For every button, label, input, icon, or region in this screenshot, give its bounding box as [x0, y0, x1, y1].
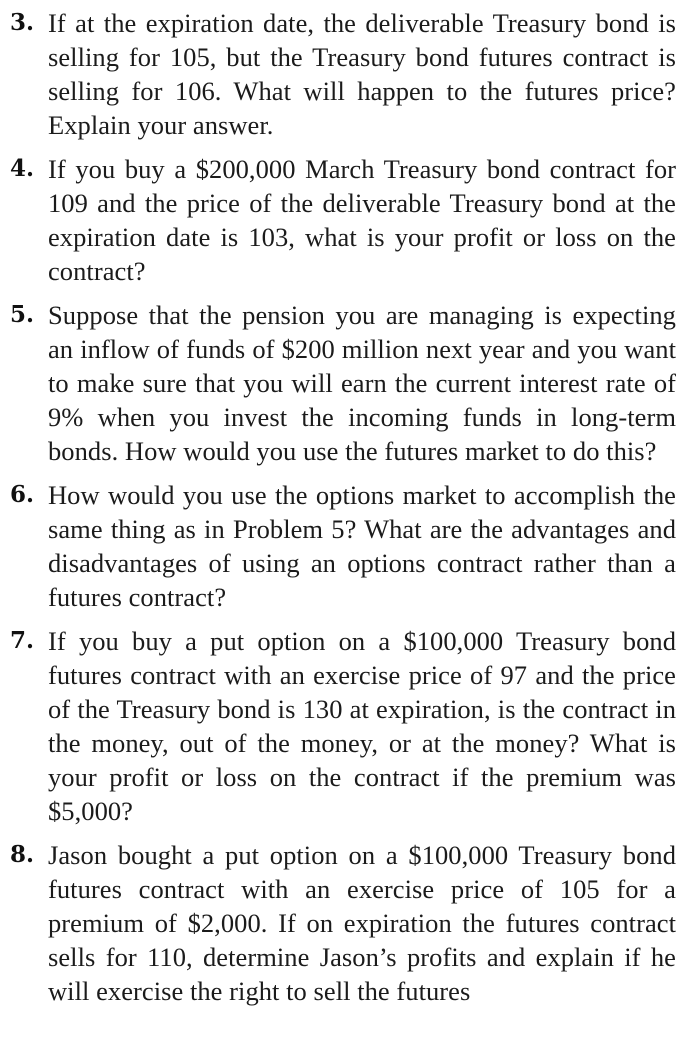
problem-text: Jason bought a put option on a $100,000 Treasury bond futures contract with an exercise price of 105 for a premium of $2,000. If on expiration the futures contract sells for 110, determine Jason’s profits and explain if he will exercise the right to sell the futures — [48, 840, 676, 1006]
problem-8 — [10, 838, 676, 1008]
problem-text: If at the expiration date, the deliverable Treasury bond is selling for 105, but the Treasury bond futures contract is selling for 106. What will happen to the futures price? Explain your answer. — [48, 8, 676, 140]
problem-number: 6. — [10, 481, 35, 508]
problem-number: 3. — [10, 9, 35, 36]
problem-text: How would you use the options market to accomplish the same thing as in Problem 5? What are the advantages and disadvantages of using an options contract rather than a futures contract? — [48, 480, 676, 612]
problem-6 — [10, 478, 676, 614]
problem-4 — [10, 152, 676, 288]
problem-5 — [10, 298, 676, 468]
problem-text: If you buy a put option on a $100,000 Treasury bond futures contract with an exercise price of 97 and the price of the Treasury bond is 130 at expiration, is the contract in the money, out of the money, or at the money? What is your profit or loss on the contract if the premium was $5,000? — [48, 626, 676, 826]
problem-number: 8. — [10, 841, 35, 868]
problem-text: If you buy a $200,000 March Treasury bond contract for 109 and the price of the deliverable Treasury bond at the expiration date is 103, what is your profit or loss on the contract? — [48, 154, 676, 286]
problem-7 — [10, 624, 676, 828]
problem-number: 4. — [10, 155, 35, 182]
problem-number: 7. — [10, 627, 35, 654]
problem-3 — [10, 6, 676, 142]
problem-text: Suppose that the pension you are managing is expecting an inflow of funds of $200 million next year and you want to make sure that you will earn the current interest rate of 9% when you invest the incoming funds in long-term bonds. How would you use the futures market to do this? — [48, 300, 676, 466]
problem-number: 5. — [10, 301, 35, 328]
